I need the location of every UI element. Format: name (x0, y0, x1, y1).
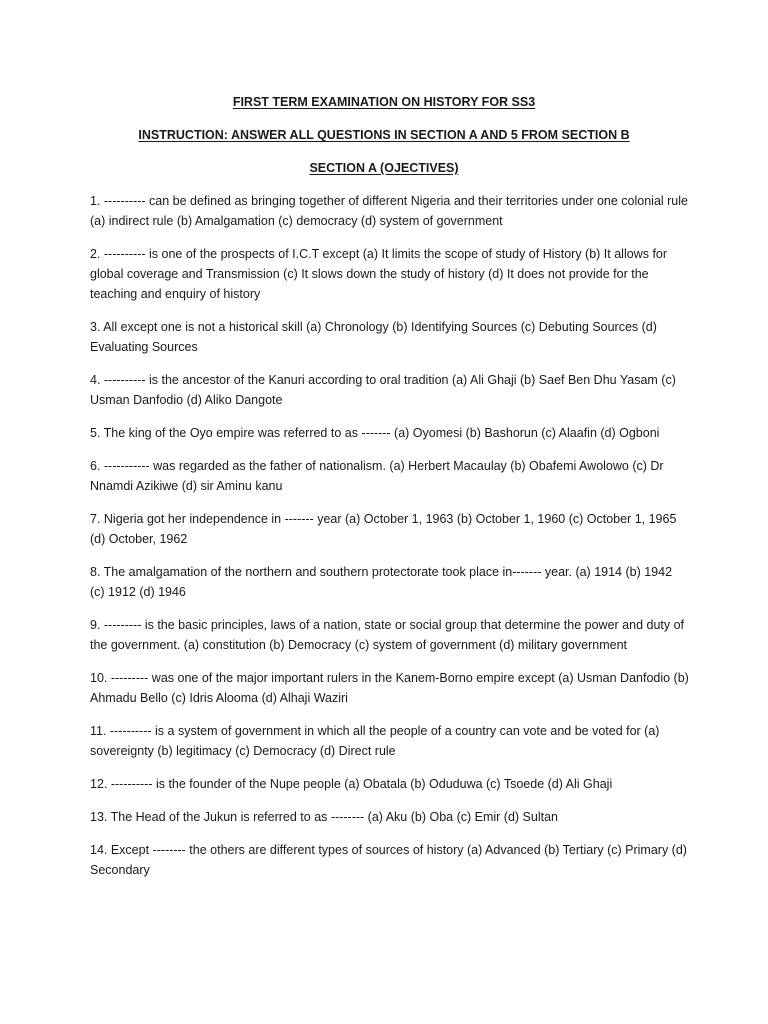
question-3: 3. All except one is not a historical skill (a) Chronology (b) Identifying Sources (c) Debuting Sources (d) Evaluating Sources (90, 320, 657, 354)
question-10: 10. --------- was one of the major important rulers in the Kanem-Borno empire except (a) Usman Danfodio (b) Ahmadu Bello (c) Idris Alooma (d) Alhaji Waziri (90, 671, 689, 705)
question-6: 6. ----------- was regarded as the father of nationalism. (a) Herbert Macaulay (b) Obafemi Awolowo (c) Dr Nnamdi Azikiwe (d) sir Aminu kanu (90, 459, 664, 493)
question-13: 13. The Head of the Jukun is referred to as -------- (a) Aku (b) Oba (c) Emir (d) Sultan (90, 810, 558, 824)
question-9: 9. --------- is the basic principles, laws of a nation, state or social group that determine the power and duty of the government. (a) constitution (b) Democracy (c) system of government (d) military government (90, 618, 685, 652)
exam-instruction: INSTRUCTION: ANSWER ALL QUESTIONS IN SECTION A AND 5 FROM SECTION B (138, 128, 630, 142)
question-14: 14. Except -------- the others are different types of sources of history (a) Advanced (b) Tertiary (c) Primary (d) Secondary (90, 843, 687, 877)
question-5: 5. The king of the Oyo empire was referred to as ------- (a) Oyomesi (b) Bashorun (c) Alaafin (d) Ogboni (90, 426, 660, 440)
question-1: 1. ---------- can be defined as bringing together of different Nigeria and their territories under one colonial rule (a) indirect rule (b) Amalgamation (c) democracy (d) system of government (90, 194, 688, 228)
question-7: 7. Nigeria got her independence in ------- year (a) October 1, 1963 (b) October 1, 1960 (c) October 1, 1965 (d) October, 1962 (90, 512, 677, 546)
question-12: 12. ---------- is the founder of the Nupe people (a) Obatala (b) Oduduwa (c) Tsoede (d) Ali Ghaji (90, 777, 613, 791)
question-11: 11. ---------- is a system of government in which all the people of a country can vote and be voted for (a) sovereignty (b) legitimacy (c) Democracy (d) Direct rule (90, 724, 660, 758)
question-list (90, 191, 690, 893)
question-8: 8. The amalgamation of the northern and southern protectorate took place in------- year. (a) 1914 (b) 1942 (c) 1912 (d) 1946 (90, 565, 673, 599)
exam-title: FIRST TERM EXAMINATION ON HISTORY FOR SS3 (232, 95, 536, 109)
question-2: 2. ---------- is one of the prospects of I.C.T except (a) It limits the scope of study of History (b) It allows for global coverage and Transmission (c) It slows down the study of history (d) It does not provide for the teaching and enquiry of history (90, 247, 668, 301)
section-heading: SECTION A (OJECTIVES) (309, 161, 459, 175)
question-4: 4. ---------- is the ancestor of the Kanuri according to oral tradition (a) Ali Ghaji (b) Saef Ben Dhu Yasam (c) Usman Danfodio (d) Aliko Dangote (90, 373, 676, 407)
